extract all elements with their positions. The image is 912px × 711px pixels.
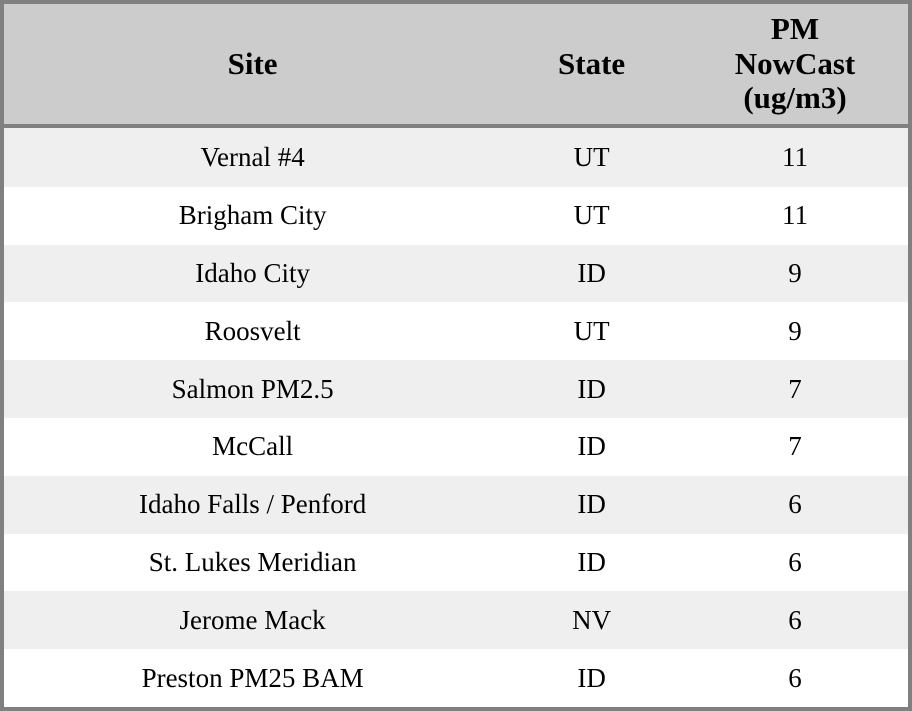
column-header-pm-nowcast-line3: (ug/m3) (743, 80, 847, 116)
column-header-pm-nowcast (682, 4, 908, 126)
cell-site: McCall (4, 418, 501, 476)
table-row (4, 126, 908, 187)
table-row (4, 476, 908, 534)
cell-state: ID (501, 360, 682, 418)
cell-state: ID (501, 476, 682, 534)
cell-value: 11 (682, 187, 908, 245)
table-header-row (4, 4, 908, 126)
cell-value: 9 (682, 302, 908, 360)
table-header (4, 4, 908, 126)
cell-site: Idaho City (4, 245, 501, 303)
cell-state: ID (501, 418, 682, 476)
cell-site: Idaho Falls / Penford (4, 476, 501, 534)
table-row (4, 534, 908, 592)
cell-state: ID (501, 245, 682, 303)
cell-value: 7 (682, 360, 908, 418)
column-header-site (4, 4, 501, 126)
pm-nowcast-table (4, 4, 908, 707)
cell-state: UT (501, 126, 682, 187)
cell-state: NV (501, 591, 682, 649)
cell-state: UT (501, 302, 682, 360)
column-header-state (501, 4, 682, 126)
cell-value: 6 (682, 649, 908, 707)
table-row (4, 302, 908, 360)
cell-value: 9 (682, 245, 908, 303)
cell-value: 6 (682, 534, 908, 592)
cell-site: Salmon PM2.5 (4, 360, 501, 418)
cell-state: ID (501, 534, 682, 592)
table-body (4, 126, 908, 707)
cell-value: 6 (682, 476, 908, 534)
table-row (4, 418, 908, 476)
cell-value: 6 (682, 591, 908, 649)
table-row (4, 187, 908, 245)
table-row (4, 649, 908, 707)
cell-value: 11 (682, 126, 908, 187)
column-header-pm-nowcast-line2: NowCast (734, 45, 856, 81)
column-header-state-label: State (558, 45, 626, 81)
cell-site: Jerome Mack (4, 591, 501, 649)
table-row (4, 245, 908, 303)
column-header-site-label: Site (227, 45, 278, 81)
cell-value: 7 (682, 418, 908, 476)
table-row (4, 360, 908, 418)
cell-site: St. Lukes Meridian (4, 534, 501, 592)
cell-site: Preston PM25 BAM (4, 649, 501, 707)
cell-site: Vernal #4 (4, 126, 501, 187)
cell-state: ID (501, 649, 682, 707)
cell-site: Brigham City (4, 187, 501, 245)
cell-site: Roosvelt (4, 302, 501, 360)
column-header-pm-nowcast-line1: PM (770, 11, 820, 46)
cell-state: UT (501, 187, 682, 245)
table-row (4, 591, 908, 649)
